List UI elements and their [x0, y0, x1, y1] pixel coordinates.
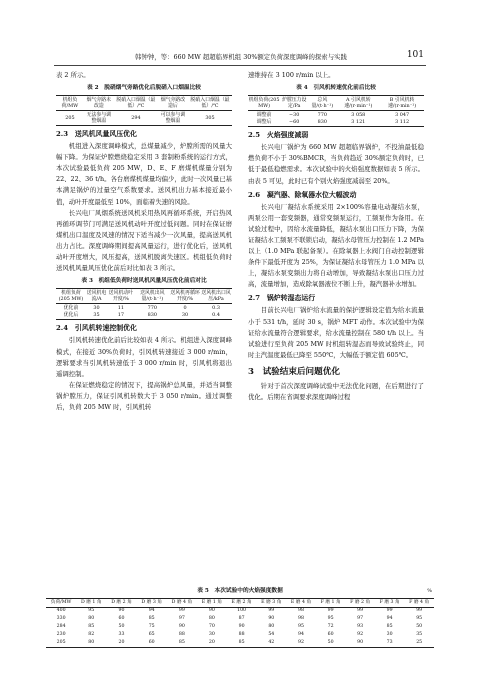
table-cell: 3 121: [351, 119, 366, 126]
table-cell: 95: [298, 624, 304, 630]
table-header-cell: F 磨 2 角: [345, 599, 375, 608]
table-cell: 92: [357, 632, 364, 638]
table-cell: 770: [147, 304, 157, 311]
table-cell: 75: [148, 624, 155, 630]
table-cell: 35: [93, 312, 100, 319]
section-heading: 2.5 火焰强度减弱: [248, 131, 309, 140]
table-cell: 3 047: [395, 111, 410, 118]
table-header-cell: F 磨 4 角: [404, 599, 434, 608]
table-row: [46, 639, 434, 647]
table-cell: 99: [327, 608, 334, 614]
table5-unit: %: [427, 588, 432, 594]
table-cell: 调整后: [256, 119, 272, 126]
table-cell: 92: [298, 640, 304, 646]
table-cell: 无法参与调整烟温: [86, 111, 112, 125]
table5-caption: 表 5 本次试验中的火焰强度数据: [197, 588, 283, 594]
table-cell: 94: [298, 632, 304, 638]
table-cell: 99: [386, 608, 393, 614]
table-header-cell: E 磨 3 角: [256, 599, 286, 608]
table-cell: 65: [148, 632, 155, 638]
table-cell: 305: [205, 114, 215, 121]
table-cell: 99: [416, 608, 423, 614]
table-cell: 90: [208, 608, 215, 614]
table-cell: 830: [147, 312, 157, 319]
table-cell: 205: [56, 640, 66, 646]
table-cell: 99: [268, 608, 275, 614]
table-header-cell: 脱硝入口烟温（最低）/℃: [188, 96, 232, 111]
table5-caption-row: [46, 587, 434, 596]
table-cell: 95: [416, 616, 423, 622]
table-cell: 80: [88, 616, 95, 622]
table-header-cell: E 磨 2 角: [227, 599, 257, 608]
table2-caption: 表 2 脱硝烟气旁路优化后脱硝入口烟温比较: [87, 85, 201, 92]
table-cell: 294: [131, 114, 141, 121]
table-header-cell: D 磨 1 角: [76, 599, 106, 608]
paragraph: 引风机转速优化前后比较如表 4 所示。机组进入深度调峰模式，在接近 30%负荷时，引风机转速接近 3 000 r/min，逻辑要求当引风机转速低于 3 000 r/min 时，引风机将退出遥调控制。: [56, 336, 232, 378]
table-cell: 60: [327, 632, 334, 638]
table-header-cell: F 磨 3 角: [375, 599, 405, 608]
table-row: [46, 624, 434, 632]
running-title: 韩钟钟，等：660 MW 超超临界机组 30%额定负荷深度调峰的探索与实践: [135, 53, 347, 61]
chapter-heading: 3 试验结束后问题优化: [248, 366, 340, 377]
table4-caption: 表 4 引风机转速优化前后比较: [296, 85, 376, 92]
table-header-cell: D 磨 4 角: [167, 599, 197, 608]
table-cell: 230: [56, 632, 66, 638]
table-row: [248, 111, 424, 119]
table-cell: 87: [238, 616, 245, 622]
table-cell: 优化后: [63, 312, 79, 319]
table-cell: 11: [117, 304, 124, 311]
table-cell: 30: [93, 304, 100, 311]
table-header-cell: 负荷/MW: [46, 599, 76, 608]
table-cell: 770: [317, 111, 327, 118]
paragraph: 表 2 所示。: [56, 71, 90, 79]
table-cell: 85: [386, 624, 393, 630]
paragraph: 机组进入深度调峰模式，总煤量减少，炉膛所需的风量大幅下降。为保证炉膛燃烧稳定采用 3 套制粉系统的运行方式，本次试验最低负荷 205 MW，D、E、F 磨煤机煤量分别为 22、22、36 t/h。各台磨煤机煤量均偏少，此时一次风量已基本满足锅炉的过量空气系数要求。送风机出力基本接近最小值，动叶开度最低至 10%，面临着失速的风险。: [56, 142, 232, 206]
section-heading: 2.3 送风机风量风压优化: [56, 130, 137, 139]
left-column: [56, 70, 232, 413]
table-cell: 3 112: [395, 119, 410, 126]
table-cell: 95: [88, 608, 95, 614]
table-cell: 72: [327, 624, 334, 630]
paragraph: 长兴电厂凝结水系统采用 2×100%容量电动凝结水泵，两泵公用一套变频器，通常变频泵运行，工频泵作为备用。在试验过程中，因给水流量降低，凝结水泵出口压力下降，为保证凝结水工频泵不联锁启动，凝结水母管压力控制在 1.2 MPa 以上（1.0 MPa 联起备泵）。在除氧器上水阀门自动控制逻辑条件下最低开度为 25%，为保证凝结水母管压力 1.0 MPa 以上，凝结水泵变频出力将自动增加，导致凝结水泵出口压力过高，流量增加，造成除氧器液位不断上升，凝汽器补水增加。: [248, 202, 424, 289]
table-header-cell: 机组负荷(205 MW): [56, 289, 86, 304]
table-header-row: [248, 96, 424, 111]
table-cell: 99: [178, 608, 185, 614]
table-cell: 97: [178, 616, 185, 622]
table-header-cell: 送风机动叶开度/%: [108, 289, 134, 303]
table-header-cell: 机组负荷/MW: [56, 96, 84, 111]
table-header-cell: D 磨 2 角: [106, 599, 136, 608]
table-header-cell: 炉膛压力设定/Pa: [281, 96, 307, 110]
table-header-cell: B 引风机转速/(r·min⁻¹): [380, 96, 424, 111]
table-header-cell: 送风机电流/A: [86, 289, 107, 303]
paragraph: 在保证燃烧稳定的情况下，提高锅炉总风量，并适当调整锅炉膛压力，保证引风机转数大于 3 050 r/min。通过调整后，负荷 205 MW 时，引风机转: [56, 380, 232, 411]
table-cell: 0.3: [212, 304, 220, 311]
table-cell: 830: [317, 119, 327, 126]
table-cell: 90: [268, 616, 275, 622]
table-cell: 94: [386, 616, 393, 622]
table-header-cell: D 磨 3 角: [137, 599, 167, 608]
table-cell: −60: [289, 119, 300, 126]
table-row: [56, 111, 232, 126]
paragraph: 长兴电厂风烟系统送风机采用热风再循环系统，开启热风再循环调节门可满足送风机动叶开度过低问题。同时在保证磨煤机出口温度及风速的情况下适当减少一次风量，提高送风机出力占比。深度调峰期间提高风量运行，进行优化后，送风机动叶开度增大，风压提高，送风机脱离失速区。机组低负荷时送风机风量风压优化前后对比如表 3 所示。: [56, 208, 232, 273]
table-header-cell: 送风机再循环开度/%: [170, 289, 200, 303]
table-cell: 85: [178, 640, 185, 646]
table-cell: 85: [88, 624, 95, 630]
table-cell: 205: [65, 114, 75, 121]
table-header-cell: 脱硝入口烟温（最低）/℃: [114, 96, 158, 111]
table-cell: 90: [178, 624, 185, 630]
table-cell: 0: [183, 304, 187, 311]
running-header: [0, 50, 480, 64]
table3: [56, 288, 232, 320]
header-rule: [54, 65, 426, 66]
table-cell: 80: [88, 640, 95, 646]
table-header-cell: 送风机出口风压/kPa: [201, 289, 231, 303]
table-cell: 330: [56, 616, 66, 622]
table-header-cell: A 引风机转速/(r·min⁻¹): [336, 96, 380, 111]
table-header-row: [46, 599, 434, 608]
table5-body: [46, 607, 434, 647]
table-row: [56, 312, 232, 320]
table-row: [46, 616, 434, 624]
table-cell: 98: [298, 616, 304, 622]
table-cell: 30: [208, 632, 215, 638]
table-cell: 50: [118, 624, 125, 630]
table-row: [56, 304, 232, 312]
table-header-cell: E 磨 1 角: [197, 599, 227, 608]
table-cell: 90: [357, 640, 364, 646]
table-cell: 93: [357, 624, 364, 630]
table-header-row: [56, 289, 232, 304]
paragraph: 目前长兴电厂锅炉给水流量的保护逻辑设定值为给水流量小于 531 t/h，延时 30 s，锅炉 MFT 动作。本次试验中为保证给水流量符合逻辑要求，给水流量控制在 580 t/h 以上。当试验进行至负荷 205 MW 时机组转湿态而导致试验终止，同时主汽温度最低已降至 550℃，大幅低于额定值 605℃。: [248, 306, 424, 359]
table2: [56, 95, 232, 126]
table-cell: 90: [118, 608, 125, 614]
table4: [248, 95, 424, 127]
table-cell: −30: [289, 111, 300, 118]
table-header-cell: 烟气旁路改造后: [158, 96, 188, 111]
table-cell: 优化前: [63, 304, 79, 311]
table-cell: 284: [56, 624, 66, 630]
table5: [46, 598, 434, 648]
table-cell: 95: [327, 616, 334, 622]
table-cell: 99: [357, 608, 364, 614]
table-cell: 60: [118, 616, 125, 622]
table-cell: 80: [268, 624, 275, 630]
table-cell: 100: [237, 608, 247, 614]
paragraph: 速维持在 3 100 r/min 以上。: [248, 71, 335, 79]
table-cell: 70: [208, 624, 215, 630]
table-cell: 54: [268, 632, 275, 638]
table-header-cell: 烟气旁路未改造: [84, 96, 114, 111]
table-cell: 98: [298, 608, 304, 614]
table-row: [46, 607, 434, 615]
table-cell: 60: [148, 640, 155, 646]
table-header-cell: E 磨 4 角: [286, 599, 316, 608]
table-cell: 3 058: [351, 111, 366, 118]
paragraph: 针对于首次深度调峰试验中无法优化问题，在后期进行了优化。后期在省调要求深度调峰过程: [248, 381, 424, 401]
table-cell: 可以参与调整烟温: [160, 111, 186, 125]
table-cell: 42: [268, 640, 275, 646]
table-row: [248, 119, 424, 127]
table-cell: 20: [118, 640, 125, 646]
table-header-cell: 机组负荷(205 MW): [248, 96, 280, 110]
table-cell: 94: [148, 608, 155, 614]
table-cell: 35: [416, 632, 423, 638]
table-cell: 33: [118, 632, 125, 638]
table5-block: [46, 584, 434, 648]
section-heading: 2.4 引风机转速控制优化: [56, 324, 137, 333]
table-cell: 97: [357, 616, 364, 622]
table-cell: 73: [386, 640, 393, 646]
table-cell: 30: [181, 312, 189, 319]
table-cell: 0.4: [212, 312, 220, 319]
table-cell: 25: [416, 640, 423, 646]
table-cell: 17: [117, 312, 124, 319]
table-cell: 80: [208, 616, 215, 622]
section-heading: 2.6 凝汽器、除氧器水位大幅波动: [248, 190, 357, 199]
table-row: [46, 632, 434, 640]
page-number: 101: [406, 50, 424, 60]
paragraph: 长兴电厂锅炉为 660 MW 超超临界锅炉，不投油最低稳燃负荷不小于 30%BMCR，当负荷趋近 30%额定负荷时，已低于最低稳燃需求。本次试验中的火焰强度数据如表 5 所示。由表 5 可见，此时已有个别火焰强度减弱至 20%。: [248, 143, 424, 185]
table-header-cell: 送风机出风量/(t·h⁻¹): [135, 289, 170, 304]
right-column: [248, 70, 424, 403]
table-cell: 85: [238, 640, 245, 646]
table-cell: 85: [148, 616, 155, 622]
table3-caption: 表 3 机组低负荷时送风机风量风压优化前后对比: [81, 278, 207, 285]
table-cell: 90: [238, 624, 245, 630]
table-header-row: [56, 96, 232, 111]
table-cell: 400: [56, 608, 66, 614]
table-cell: 20: [208, 640, 215, 646]
table-cell: 82: [88, 632, 95, 638]
table-cell: 50: [416, 624, 423, 630]
table-cell: 调整前: [256, 111, 272, 118]
table-cell: 30: [386, 632, 393, 638]
table-header-cell: 总风量/(t·h⁻¹): [308, 96, 336, 111]
section-heading: 2.7 锅炉转湿态运行: [248, 294, 316, 303]
table-header-cell: F 磨 1 角: [316, 599, 346, 608]
table-cell: 50: [327, 640, 334, 646]
table-cell: 88: [178, 632, 185, 638]
table-cell: 88: [238, 632, 245, 638]
